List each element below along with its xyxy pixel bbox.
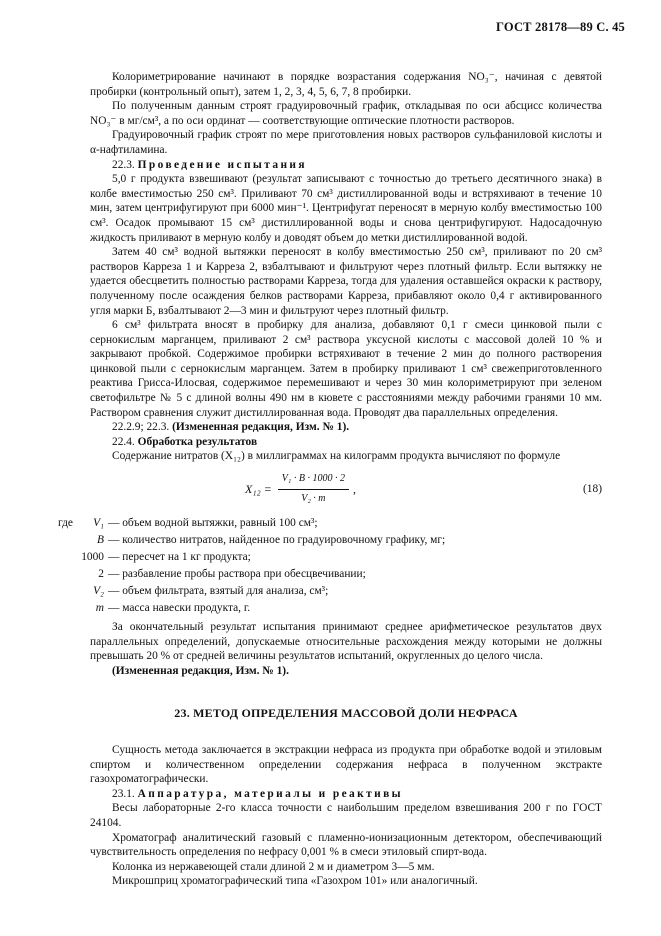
definition-item <box>90 567 602 584</box>
subsection-number: 22.3. <box>112 158 135 171</box>
subsection-heading-22-3 <box>90 158 602 173</box>
paragraph: Сущность метода заключается в экстракции нефраса из продукта при обработке водой и этиловым спиртом и количественном определении содержания нефраса в полученном экстракте газохроматографически. <box>90 744 602 786</box>
paragraph: 5,0 г продукта взвешивают (результат записывают с точностью до третьего десятичного знака) в колбе вместимостью 250 см³. Приливают 70 см³ дистиллированной воды и встряхивают в течение 10 мин, затем центрифугируют при 6000 мин⁻¹. Центрифугат переносят в мерную колбу вместимостью 100 см³. Осадок промывают 15 см³ дистиллированной воды и снова центрифугируют. Надосадочную жидкость приливают в мерную колбу и доводят объем до метки дистиллированной водой. <box>90 173 602 244</box>
subsection-heading-23-1 <box>90 787 602 802</box>
page-header: ГОСТ 28178—89 С. 45 <box>496 20 625 34</box>
definition-item <box>58 516 602 533</box>
paragraph: Микрошприц хроматографический типа «Газохром 101» или аналогичный. <box>112 875 478 888</box>
paragraph: 6 см³ фильтрата вносят в пробирку для анализа, добавляют 0,1 г смеси цинковой пыли с сернокислым марганцем, приливают 2 см³ раствора уксусной кислоты с массовой долей 10 % и закрывают пробкой. Содержимое пробирки встряхивают в течение 2 мин до полного растворения цинковой пыли с сернокислым марганцем. Затем в пробирку приливают 1 см³ свежеприготовленного реактива Грисса-Илосвая, содержимое перемешивают и через 30 мин колориметрируют при зеленом светофильтре № 5 с длиной волны 490 нм в кювете с расстояниями между рабочими гранями 10 мм. Раствором сравнения служит дистиллированная вода. Проводят два параллельных определения. <box>90 319 602 419</box>
definitions-lead: где <box>58 517 73 530</box>
formula-number: (18) <box>583 483 602 496</box>
document-body <box>58 70 602 889</box>
formula <box>245 472 356 506</box>
definition-symbol: V₂ <box>93 585 104 598</box>
formula-numerator: V₁ · B · 1000 · 2 <box>278 472 349 490</box>
definitions-list <box>58 516 602 618</box>
definition-text: — пересчет на 1 кг продукта; <box>108 551 251 564</box>
subsection-number: 22.4. <box>112 435 135 448</box>
amendment-note <box>90 420 602 435</box>
amendment-ref: 22.2.9; 22.3. <box>112 421 170 434</box>
section-title-23: 23. МЕТОД ОПРЕДЕЛЕНИЯ МАССОВОЙ ДОЛИ НЕФРАСА <box>174 706 518 721</box>
subsection-heading-22-4 <box>90 435 602 450</box>
subsection-title: Проведение испытания <box>137 158 307 171</box>
definition-text: — объем фильтрата, взятый для анализа, см³; <box>108 585 329 598</box>
definition-item <box>81 550 602 567</box>
definition-symbol: B <box>97 534 104 547</box>
formula-fraction <box>278 472 349 506</box>
formula-intro: Содержание нитратов (X₁₂) в миллиграммах на килограмм продукта вычисляют по формуле <box>112 450 561 463</box>
definition-text: — масса навески продукта, г. <box>108 602 251 615</box>
paragraph: Затем 40 см³ водной вытяжки переносят в колбу вместимостью 250 см³, приливают по 20 см³ растворов Карреза 1 и Карреза 2, взбалтывают и фильтруют через плотный фильтр. Если вытяжку не удается обесцветить полностью растворами Карреза, тогда для удаления оставшейся окраски к раствору, полученному после осаждения белков растворами Карреза, прибавляют около 0,4 г активированного угля марки Б, взбалтывают 2—3 мин и фильтруют через плотный фильтр. <box>90 246 602 317</box>
subsection-number: 23.1. <box>112 787 135 800</box>
paragraph: Градуировочный график строят по мере приготовления новых растворов сульфаниловой кислоты и α-нафтиламина. <box>90 129 602 156</box>
definition-symbol: 1000 <box>81 551 104 564</box>
definition-text: — количество нитратов, найденное по градуировочному графику, мг; <box>108 534 446 547</box>
formula-tail: , <box>352 481 356 496</box>
definition-symbol: m <box>95 602 104 615</box>
paragraph: Весы лабораторные 2-го класса точности с наибольшим пределом взвешивания 200 г по ГОСТ 24104. <box>90 802 602 829</box>
definition-item <box>90 584 602 601</box>
definition-text: — объем водной вытяжки, равный 100 см³; <box>108 517 318 530</box>
formula-block <box>90 470 602 510</box>
definition-symbol: 2 <box>98 568 104 581</box>
definition-item <box>90 533 602 550</box>
amendment-note: (Измененная редакция, Изм. № 1). <box>112 664 289 677</box>
amendment-label: (Измененная редакция, Изм. № 1). <box>172 421 350 434</box>
paragraph: Хроматограф аналитический газовый с пламенно-ионизационным детектором, обеспечивающий чувствительность определения по нефрасу 0,001 % в смеси этиловый спирт-вода. <box>90 831 602 859</box>
paragraph: Колориметрирование начинают в порядке возрастания содержания NO₃⁻, начиная с девятой пробирки (контрольный опыт), затем 1, 2, 3, 4, 5, 6, 7, 8 пробирки. <box>90 71 602 98</box>
subsection-title: Обработка результатов <box>137 435 258 448</box>
formula-lhs: X₁₂ = <box>245 481 272 496</box>
subsection-title: Аппаратура, материалы и реактивы <box>137 787 403 800</box>
formula-denominator: V₂ · m <box>301 492 326 504</box>
paragraph: По полученным данным строят градуировочный график, откладывая по оси абсцисс количества NO₃⁻ в мг/см³, а по оси ординат — соответствующие оптические плотности растворов. <box>90 100 602 127</box>
definition-item <box>90 601 602 618</box>
paragraph: Колонка из нержавеющей стали длиной 2 м и диаметром 3—5 мм. <box>112 860 435 873</box>
paragraph: За окончательный результат испытания принимают среднее арифметическое результатов двух параллельных определений, допускаемые относительные расхождения между которыми не должны превышать 20 % от средней величины результатов испытаний, округленных до целого числа. <box>90 621 602 663</box>
definition-text: — разбавление пробы раствора при обесцвечивании; <box>108 568 366 581</box>
definition-symbol: V₁ <box>93 517 104 530</box>
